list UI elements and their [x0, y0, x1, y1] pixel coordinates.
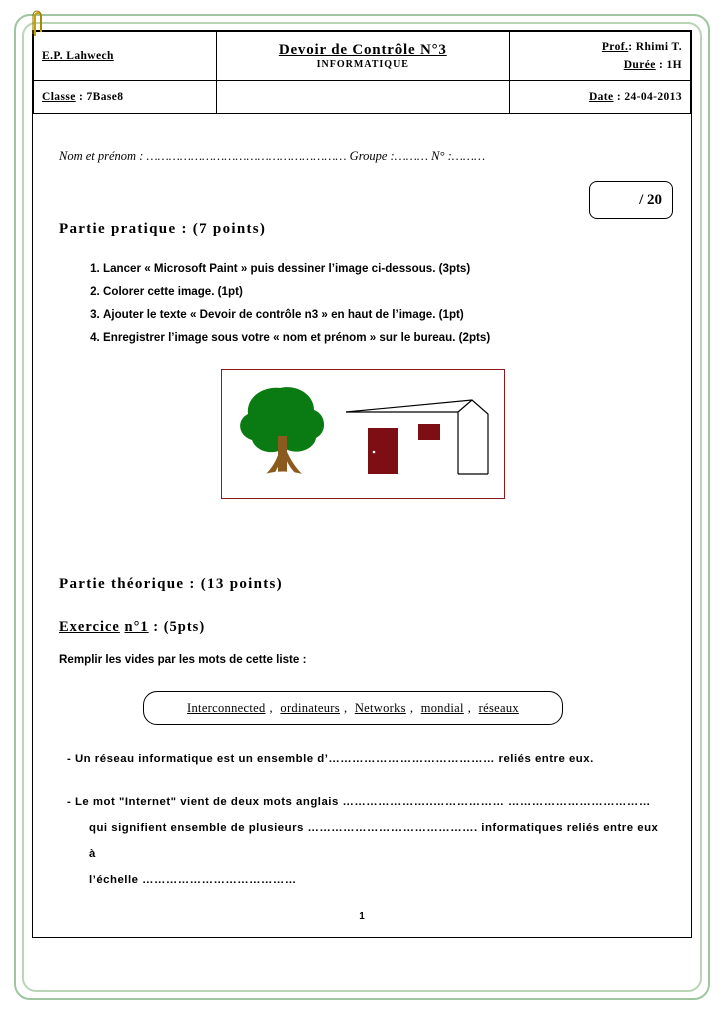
mark-total: / 20 — [639, 191, 662, 208]
student-identity-line: Nom et prénom : ……………………………………………… Groupe :……… N° :……… — [59, 149, 486, 163]
fill-in-instruction: Remplir les vides par les mots de cette liste : — [59, 653, 307, 666]
question-2-text-line2: qui signifient ensemble de plusieurs ……………………………………. informatiques reliés entre eux à — [89, 822, 659, 860]
section-heading-theory: Partie théorique : (13 points) — [59, 576, 283, 592]
class-value: : 7Base8 — [75, 91, 124, 103]
word-bank-item: Interconnected — [187, 700, 266, 715]
date-label: Date — [588, 91, 614, 103]
date-value: : 24-04-2013 — [613, 91, 682, 103]
list-item: 4. Enregistrer l’image sous votre « nom et prénom » sur le bureau. (2pts) — [103, 328, 490, 348]
section-heading-practical: Partie pratique : (7 points) — [59, 221, 267, 237]
exercise-label: Exercice — [59, 619, 120, 635]
header-date-cell — [509, 81, 690, 114]
duration-value: : 1H — [655, 59, 682, 71]
drawing-svg — [222, 370, 504, 498]
word-bank-item: ordinateurs — [280, 700, 340, 715]
word-bank-box — [143, 691, 563, 725]
word-bank-item: réseaux — [478, 700, 519, 715]
header-class-cell — [34, 81, 217, 114]
word-bank-list: Interconnected , ordinateurs , Networks , mondial , réseaux — [187, 700, 519, 715]
door-knob — [373, 451, 376, 454]
word-bank-item: Networks — [354, 700, 406, 715]
list-item: 1. Lancer « Microsoft Paint » puis dessiner l’image ci-dessous. (3pts) — [103, 259, 490, 279]
question-2 — [67, 789, 667, 893]
question-2-text-line1: - Le mot "Internet" vient de deux mots anglais …………………..……………… ……………………………… — [67, 796, 651, 808]
header-empty-cell — [216, 81, 509, 114]
header-title-cell — [216, 32, 509, 81]
exam-sheet — [32, 30, 692, 938]
list-item: 2. Colorer cette image. (1pt) — [103, 282, 490, 302]
teacher-name: : Rhimi T. — [628, 41, 682, 53]
page-number: 1 — [359, 911, 365, 922]
word-bank-item: mondial — [420, 700, 464, 715]
exercise-number: n°1 — [124, 619, 149, 635]
paperclip-icon — [30, 8, 46, 38]
school-name: E.P. Lahwech — [42, 50, 114, 62]
exercise-points: : (5pts) — [148, 619, 206, 635]
house-icon — [346, 400, 488, 474]
duration-label: Durée — [623, 59, 656, 71]
teacher-label: Prof. — [601, 41, 629, 53]
exercise-1-heading — [59, 619, 205, 636]
subject-label: INFORMATIQUE — [316, 59, 409, 70]
question-1-text: - Un réseau informatique est un ensemble d’…………………………………… reliés entre eux. — [67, 753, 594, 765]
window-shape — [418, 424, 440, 440]
header-teacher-cell — [509, 32, 690, 81]
header-school-cell — [34, 32, 217, 81]
door-shape — [368, 428, 398, 474]
tree-icon — [240, 387, 324, 479]
house-and-tree-drawing — [221, 369, 505, 499]
page-title: Devoir de Contrôle N°3 — [278, 42, 447, 58]
mark-box — [589, 181, 673, 219]
question-1 — [67, 746, 667, 772]
exam-header-table — [33, 31, 691, 114]
class-label: Classe — [42, 91, 76, 103]
list-item: 3. Ajouter le texte « Devoir de contrôle n3 » en haut de l’image. (1pt) — [103, 305, 490, 325]
question-2-text-line3: l’échelle ………………………………… — [89, 874, 297, 886]
practical-task-list — [73, 259, 490, 351]
